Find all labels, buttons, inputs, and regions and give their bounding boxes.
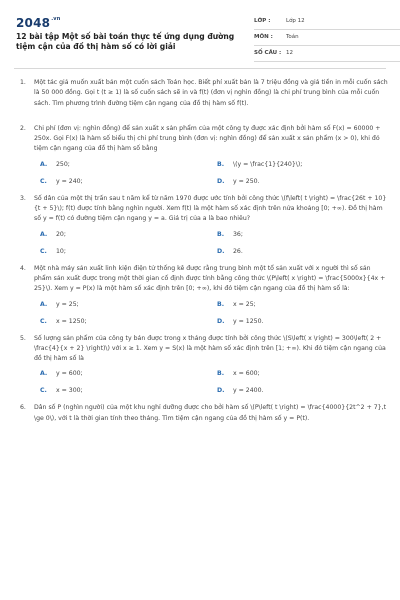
question-5: [14, 334, 388, 365]
option-label: C.: [40, 387, 47, 395]
option-text: x = 1250;: [56, 317, 87, 325]
question-text: Dân số P (nghìn người) của một khu nghỉ dưỡng được cho bởi hàm số \(P\left( t \right) = \frac{4000}{2t^2 + 7},t \ge 0\), với t là thời gian tính theo tháng. Tìm tiệm cận ngang của đồ thị hàm số y = P(t).: [34, 404, 387, 422]
option-label: D.: [217, 317, 225, 325]
logo-text: 2048: [16, 16, 51, 30]
option-text: x = 25;: [233, 300, 256, 308]
option-d[interactable]: [211, 317, 388, 334]
option-text: y = 240;: [56, 177, 83, 185]
option-d[interactable]: [211, 247, 388, 264]
meta-key: SỐ CÂU :: [254, 50, 282, 56]
option-label: C.: [40, 247, 47, 255]
question-text: Một tác giả muốn xuất bản một cuốn sách Toán học. Biết phí xuất bản là 7 triệu đồng và giá tiền in mỗi cuốn sách là 50 000 đồng. Gọi t (t ≥ 1) là số cuốn sách sẽ in và f(t) (đơn vị nghìn đồng) là chi phí trung bình của mỗi cuốn sách. Tìm phương trình đường tiệm cận ngang của đồ thị hàm số f(t).: [34, 79, 388, 107]
option-a[interactable]: [34, 369, 211, 386]
option-b[interactable]: [211, 300, 388, 317]
option-a[interactable]: [34, 230, 211, 247]
option-text: x = 300;: [56, 387, 83, 395]
option-text: y = 1250.: [233, 317, 264, 325]
option-b[interactable]: [211, 369, 388, 386]
header-divider: [14, 68, 386, 69]
option-label: B.: [217, 160, 225, 168]
question-4: [14, 264, 388, 295]
meta-value: Toán: [286, 34, 299, 40]
question-text: Số lượng sản phẩm của công ty bán được trong x tháng được tính bởi công thức \(S\left( x \right) = 300\left( 2 + \frac{4}{x + 2} \right)\) với x ≥ 1. Xem y = S(x) là một hàm số xác định trên [1; +∞). Khi đó tiệm cận ngang của đồ thị hàm số là: [34, 334, 386, 363]
answer-options: [34, 300, 388, 334]
option-text: 20;: [56, 230, 66, 238]
question-3: [14, 194, 388, 225]
question-number: 5.: [20, 334, 26, 342]
option-text: x = 600;: [233, 370, 260, 378]
question-number: 2.: [20, 124, 26, 132]
question-6: [14, 403, 388, 424]
meta-value: Lớp 12: [286, 18, 305, 24]
option-d[interactable]: [211, 177, 388, 194]
option-d[interactable]: [211, 386, 388, 403]
option-label: A.: [40, 160, 48, 168]
option-label: C.: [40, 317, 47, 325]
option-c[interactable]: [34, 247, 211, 264]
option-label: B.: [217, 370, 225, 378]
option-label: B.: [217, 230, 225, 238]
option-text: y = 2400.: [233, 387, 264, 395]
question-number: 6.: [20, 404, 26, 412]
meta-key: MÔN :: [254, 34, 273, 40]
option-text: \(y = \frac{1}{240}\);: [233, 160, 303, 168]
option-text: y = 25;: [56, 300, 79, 308]
document-header: [14, 0, 386, 62]
meta-key: LỚP :: [254, 18, 271, 24]
meta-row-count: [254, 46, 400, 62]
meta-table: [254, 14, 400, 62]
question-text: Số dân của một thị trấn sau t năm kể từ năm 1970 được ước tính bởi công thức \(f\left( t \right) = \frac{26t + 10}{t + 5}\); f(t) được tính bằng nghìn người. Xem f(t) là một hàm số xác định trên nửa khoảng [0; +∞). Đồ thị hàm số y = f(t) có đường tiệm cận ngang y = a. Giá trị của a là bao nhiêu?: [34, 194, 387, 223]
option-label: C.: [40, 177, 47, 185]
question-number: 4.: [20, 264, 26, 272]
option-label: A.: [40, 230, 48, 238]
option-c[interactable]: [34, 177, 211, 194]
option-text: 10;: [56, 247, 66, 255]
option-a[interactable]: [34, 160, 211, 177]
option-b[interactable]: [211, 230, 388, 247]
option-text: y = 600;: [56, 370, 83, 378]
option-text: 36;: [233, 230, 243, 238]
meta-row-subject: [254, 30, 400, 46]
answer-options: [34, 230, 388, 264]
question-text: Chi phí (đơn vị: nghìn đồng) để sản xuất x sản phẩm của một công ty được xác định bởi hàm số F(x) = 60000 + 250x. Gọi F(x) là hàm số biểu thị chi phí trung bình (đơn vị: nghìn đồng) để sản xuất x sản phẩm (x > 0), khi đó tiệm cận ngang của đồ thị hàm số bằng: [34, 124, 381, 153]
meta-row-class: [254, 14, 400, 30]
option-text: 250;: [56, 160, 70, 168]
option-label: D.: [217, 177, 225, 185]
spacer: [14, 109, 388, 124]
option-label: A.: [40, 370, 48, 378]
option-text: y = 250.: [233, 177, 260, 185]
option-label: D.: [217, 247, 225, 255]
question-1: [14, 78, 388, 109]
question-list: [14, 78, 388, 424]
question-number: 3.: [20, 194, 26, 202]
question-text: Một nhà máy sản xuất linh kiện điện tử thống kê được rằng trung bình một tổ sản xuất với x người thì số sản phẩm sản xuất được trong một thời gian cố định được tính bằng công thức \(P\left( x \right) = \frac{5000x}{4x + 25}\). Xem y = P(x) là một hàm số xác định trên [0; +∞), khi đó tiệm cận ngang của đồ thị hàm số là:: [34, 264, 386, 293]
question-number: 1.: [20, 79, 26, 86]
option-c[interactable]: [34, 386, 211, 403]
option-c[interactable]: [34, 317, 211, 334]
answer-options: [34, 369, 388, 403]
option-text: 26.: [233, 247, 243, 255]
question-2: [14, 124, 388, 155]
document-title: 12 bài tập Một số bài toán thực tế ứng dụng đường tiệm cận của đồ thị hàm số có lời giải: [16, 32, 235, 51]
option-b[interactable]: [211, 160, 388, 177]
option-label: A.: [40, 300, 48, 308]
option-label: D.: [217, 387, 225, 395]
site-logo[interactable]: [16, 16, 61, 30]
logo-suffix: .vn: [51, 16, 61, 22]
option-a[interactable]: [34, 300, 211, 317]
answer-options: [34, 160, 388, 194]
option-label: B.: [217, 300, 225, 308]
meta-value: 12: [286, 50, 293, 56]
